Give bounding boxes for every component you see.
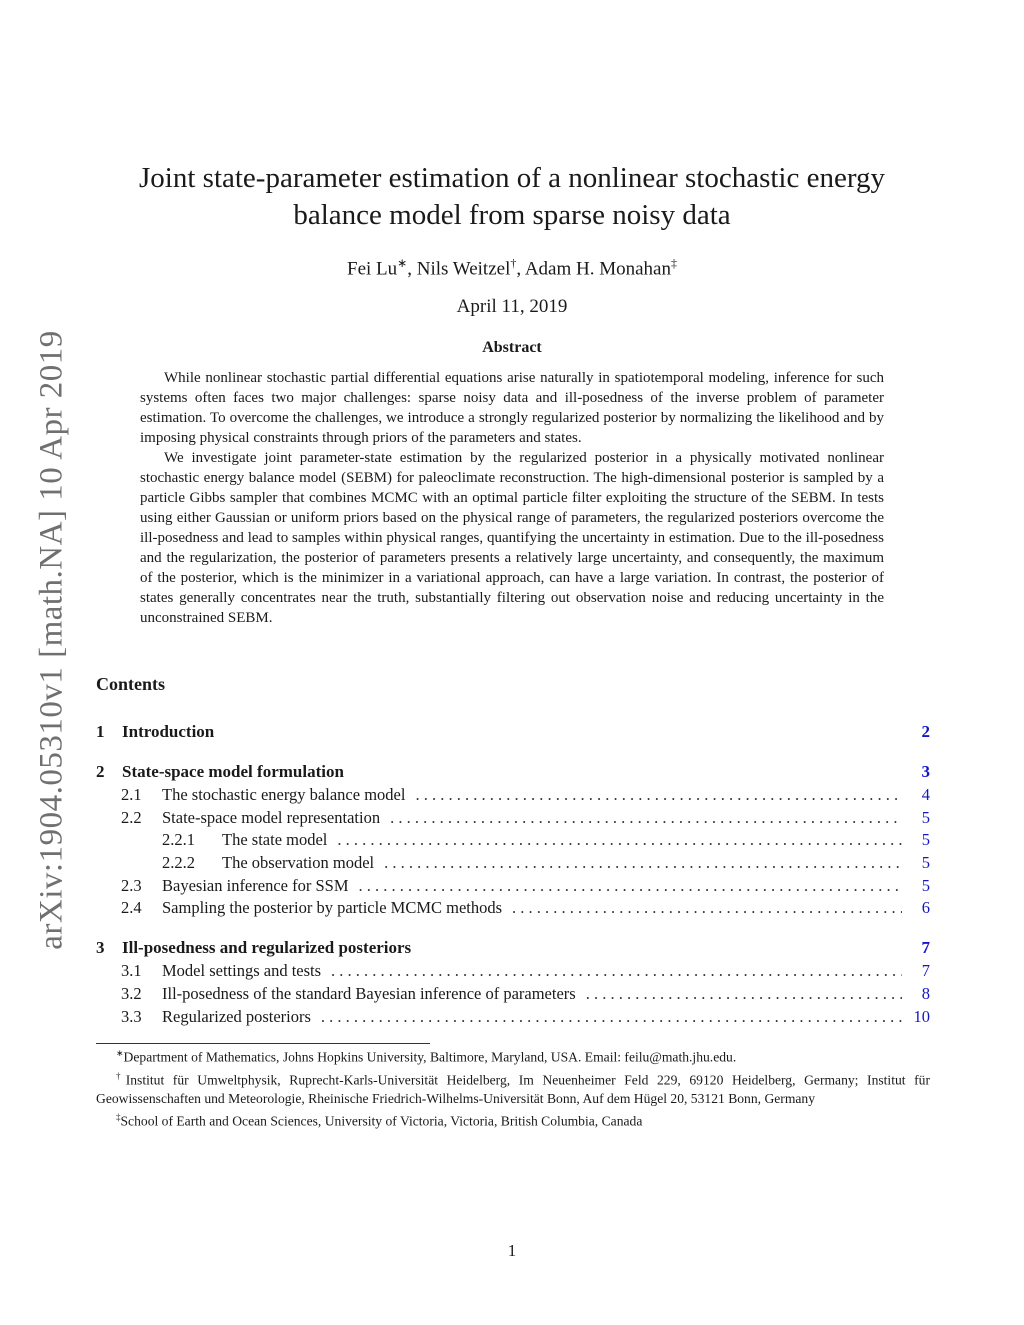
footnotes (96, 1044, 930, 1131)
contents-heading: Contents (96, 674, 166, 694)
toc-page-link[interactable]: 4 (921, 785, 930, 804)
abstract-paragraph: While nonlinear stochastic partial differential equations arise naturally in spatiotemporal modeling, inference for such systems often faces two major challenges: sparse noisy data and ill-posedness of the inverse problem of parameter estimation. To overcome the challenges, we introduce a strongly regularized posterior by normalizing the likelihood and by imposing physical constraints through priors of the parameters and states. (140, 370, 884, 446)
toc-title: The observation model (222, 853, 375, 873)
toc-entry[interactable] (96, 1007, 930, 1030)
footnote (96, 1108, 930, 1131)
toc-number: 2.3 (121, 875, 142, 895)
toc-title: Ill-posedness of the standard Bayesian inference of parameters (162, 983, 576, 1003)
toc-title: Sampling the posterior by particle MCMC methods (162, 898, 503, 918)
footnote-text: School of Earth and Ocean Sciences, University of Victoria, Victoria, British Columbia, Canada (120, 1113, 643, 1129)
toc-title: Model settings and tests (162, 961, 322, 981)
title-line-1: Joint state-parameter estimation of a nonlinear stochastic energy (139, 162, 885, 194)
toc-page-link[interactable]: 5 (921, 807, 930, 827)
toc-number: 3.3 (121, 1006, 142, 1026)
toc-entry[interactable] (96, 876, 930, 899)
toc-number: 3 (96, 938, 105, 958)
footnote-mark: ∗ (116, 1048, 124, 1058)
toc-page-link[interactable]: 7 (921, 938, 930, 958)
toc-leader-dots (321, 1007, 902, 1027)
toc-entry[interactable] (96, 785, 930, 808)
toc-page-link[interactable]: 8 (921, 983, 930, 1003)
toc-entry[interactable] (96, 938, 930, 961)
footnote-mark: ‡ (116, 1112, 121, 1123)
toc-page-link[interactable]: 5 (921, 875, 930, 895)
footnote (96, 1067, 930, 1109)
toc-leader-dots (512, 898, 902, 918)
arxiv-identifier: arXiv:1904.05310v1 [math.NA] 10 Apr 2019 (33, 330, 70, 950)
toc-title: The state model (222, 830, 328, 850)
toc-leader-dots (337, 830, 902, 850)
toc-leader-dots (415, 785, 902, 805)
toc-entry[interactable] (96, 808, 930, 831)
toc-number: 2.2.2 (162, 853, 195, 873)
toc-entry[interactable] (96, 830, 930, 853)
author-mark: ‡ (670, 256, 677, 270)
toc-leader-dots (390, 808, 902, 828)
toc-number: 3.2 (121, 983, 142, 1003)
toc-number: 3.1 (121, 961, 142, 981)
toc-title: Introduction (122, 722, 215, 741)
author-name: Adam H. Monahan (524, 258, 671, 280)
toc-title: Bayesian inference for SSM (162, 875, 349, 895)
author-mark: † (510, 256, 517, 270)
publication-date: April 11, 2019 (456, 296, 568, 317)
toc-page-link[interactable]: 5 (921, 853, 930, 873)
abstract-paragraph: We investigate joint parameter-state estimation by the regularized posterior in a physically motivated nonlinear stochastic energy balance model (SEBM) for paleoclimate reconstruction. The high-dimensional posterior is sampled by a particle Gibbs sampler that combines MCMC with an optimal particle filter exploiting the structure of the SEBM. In tests using either Gaussian or uniform priors based on the physical range of parameters, the regularized posteriors overcome the ill-posedness and lead to samples within physical ranges, quantifying the uncertainty in estimation. Due to the ill-posedness and the regularization, the posterior of parameters presents a relatively large uncertainty, and consequently, the maximum of the posterior, which is the minimizer in a variational approach, can have a large variation. In contrast, the posterior of states generally concentrates near the truth, substantially filtering out observation noise and reducing uncertainty in the unconstrained SEBM. (140, 450, 884, 626)
author-name: Nils Weitzel (416, 258, 511, 280)
toc-entry[interactable] (96, 961, 930, 984)
author-name: Fei Lu (347, 258, 398, 280)
abstract-body (140, 368, 884, 628)
toc-entry[interactable] (96, 853, 930, 876)
toc-number: 2.1 (121, 785, 142, 804)
author-list: Fei Lu∗, Nils Weitzel†, Adam H. Monahan‡ (347, 256, 677, 280)
toc-title: Regularized posteriors (162, 1006, 311, 1026)
toc-page-link[interactable]: 6 (921, 898, 930, 918)
toc-leader-dots (331, 961, 902, 981)
footnote-text: Institut für Umweltphysik, Ruprecht-Karls-Universität Heidelberg, Im Neuenheimer Feld 229, 69120 Heidelberg, Germany; Institut für Geowissenschaften und Meteorologie, Rheinische Friedrich-Wilhelms-Universität Bonn, Auf dem Hügel 20, 53121 Bonn, Germany (96, 1072, 931, 1107)
toc-page-link[interactable]: 2 (921, 722, 930, 741)
toc-number: 1 (96, 722, 105, 741)
toc-number: 2.4 (121, 898, 142, 918)
footnote-mark: † (116, 1070, 126, 1081)
toc-entry[interactable] (96, 898, 930, 921)
table-of-contents (96, 722, 930, 1029)
footnote (96, 1044, 930, 1067)
page-number: 1 (507, 1241, 517, 1260)
toc-entry[interactable] (96, 762, 930, 785)
toc-page-link[interactable]: 10 (913, 1006, 930, 1026)
toc-leader-dots (359, 876, 903, 896)
toc-entry[interactable] (96, 984, 930, 1007)
toc-page-link[interactable]: 3 (921, 762, 930, 781)
toc-number: 2.2 (121, 807, 142, 827)
toc-leader-dots (586, 984, 902, 1004)
toc-title: Ill-posedness and regularized posteriors (122, 938, 412, 958)
toc-title: The stochastic energy balance model (162, 785, 406, 804)
title-line-2: balance model from sparse noisy data (293, 199, 731, 231)
author-mark: ∗ (397, 256, 408, 270)
toc-entry[interactable] (96, 722, 930, 745)
toc-number: 2.2.1 (162, 830, 195, 850)
toc-page-link[interactable]: 5 (921, 830, 930, 850)
toc-title: State-space model formulation (122, 762, 344, 781)
toc-title: State-space model representation (162, 807, 381, 827)
toc-leader-dots (384, 853, 902, 873)
paper-title (96, 160, 928, 234)
toc-page-link[interactable]: 7 (921, 961, 930, 981)
toc-number: 2 (96, 762, 105, 781)
footnote-text: Department of Mathematics, Johns Hopkins University, Baltimore, Maryland, USA. Email: feilu@math.jhu.edu. (123, 1049, 737, 1065)
abstract-heading: Abstract (482, 339, 542, 356)
